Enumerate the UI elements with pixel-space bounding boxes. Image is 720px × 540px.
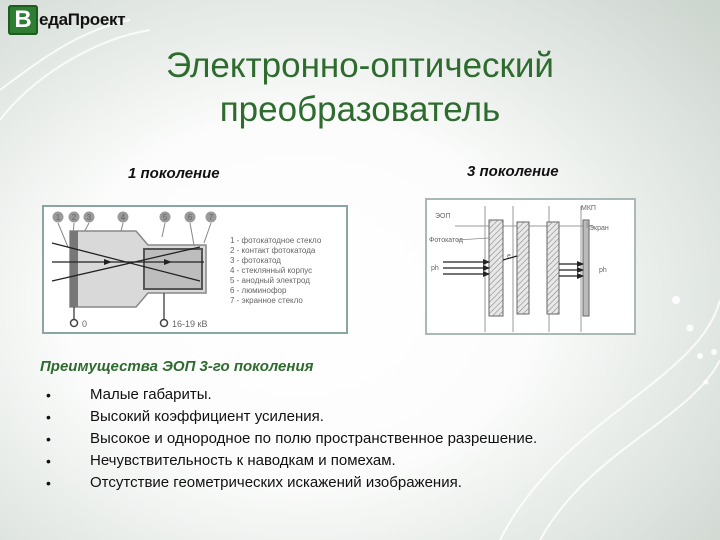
bullet-icon: • (46, 409, 51, 425)
screen-plate (583, 220, 589, 316)
logo (8, 4, 130, 36)
bullet-icon: • (46, 431, 51, 447)
advantages-list (46, 384, 537, 494)
bullet-icon: • (46, 475, 51, 491)
mcp-plate-1 (517, 222, 529, 314)
marker-6-text: 6 (187, 213, 193, 222)
generation-3-label: 3 поколение (467, 163, 559, 180)
gen1-markers (53, 212, 217, 223)
legend-item-4: 4 - стеклянный корпус (230, 266, 313, 275)
marker-5-text: 5 (162, 213, 168, 222)
bullet-icon: • (46, 453, 51, 469)
title-line-2: преобразователь (219, 90, 501, 129)
marker-7-text: 7 (208, 213, 214, 222)
label-eop: ЭОП (435, 213, 451, 220)
label-screen: Экран (589, 225, 609, 232)
legend-item-3: 3 - фотокатод (230, 256, 281, 265)
advantage-text: Отсутствие геометрических искажений изображения. (90, 474, 462, 491)
label-ph-left: ph (431, 265, 439, 272)
label-ph-right: ph (599, 267, 607, 274)
terminal-left-label: 0 (82, 319, 88, 329)
legend-item-5: 5 - анодный электрод (230, 276, 310, 285)
gen1-legend (230, 236, 322, 305)
generation-3-diagram (425, 198, 636, 335)
list-item (46, 384, 537, 406)
terminal-right (161, 320, 168, 327)
mcp-plate-2 (547, 222, 559, 314)
generation-1-label: 1 поколение (128, 165, 220, 182)
marker-4-text: 4 (120, 213, 126, 222)
marker-3-text: 3 (86, 213, 92, 222)
label-photocathode: Фотокатод (429, 237, 463, 244)
advantage-text: Высокое и однородное по полю пространственное разрешение. (90, 430, 538, 447)
advantage-text: Высокий коэффициент усиления. (90, 408, 324, 425)
photocathode-glass (70, 231, 78, 307)
terminal-left (71, 320, 78, 327)
list-item (46, 450, 537, 472)
advantage-text: Нечувствительность к наводкам и помехам. (90, 452, 396, 469)
logo-mark: В (8, 5, 38, 35)
generation-1-diagram (42, 205, 348, 334)
advantage-text: Малые габариты. (90, 386, 212, 403)
legend-item-1: 1 - фотокатодное стекло (230, 236, 322, 245)
legend-item-2: 2 - контакт фотокатода (230, 246, 316, 255)
list-item (46, 472, 537, 494)
legend-item-6: 6 - люминофор (230, 286, 287, 295)
photocathode-plate (489, 220, 503, 316)
bullet-icon: • (46, 387, 51, 403)
label-e: e (507, 253, 511, 260)
list-item (46, 428, 537, 450)
logo-text: едаПроект (39, 10, 126, 29)
marker-1-text: 1 (55, 213, 61, 222)
title-line-1: Электронно-оптический (166, 46, 554, 85)
list-item (46, 406, 537, 428)
generation-3-svg (427, 200, 634, 333)
legend-item-7: 7 - экранное стекло (230, 296, 303, 305)
terminal-right-label: 16-19 кВ (172, 319, 208, 329)
page-title (120, 44, 600, 132)
label-mcp: МКП (581, 205, 596, 212)
advantages-title: Преимущества ЭОП 3-го поколения (40, 358, 314, 375)
marker-2-text: 2 (71, 213, 77, 222)
generation-1-svg (44, 207, 346, 332)
